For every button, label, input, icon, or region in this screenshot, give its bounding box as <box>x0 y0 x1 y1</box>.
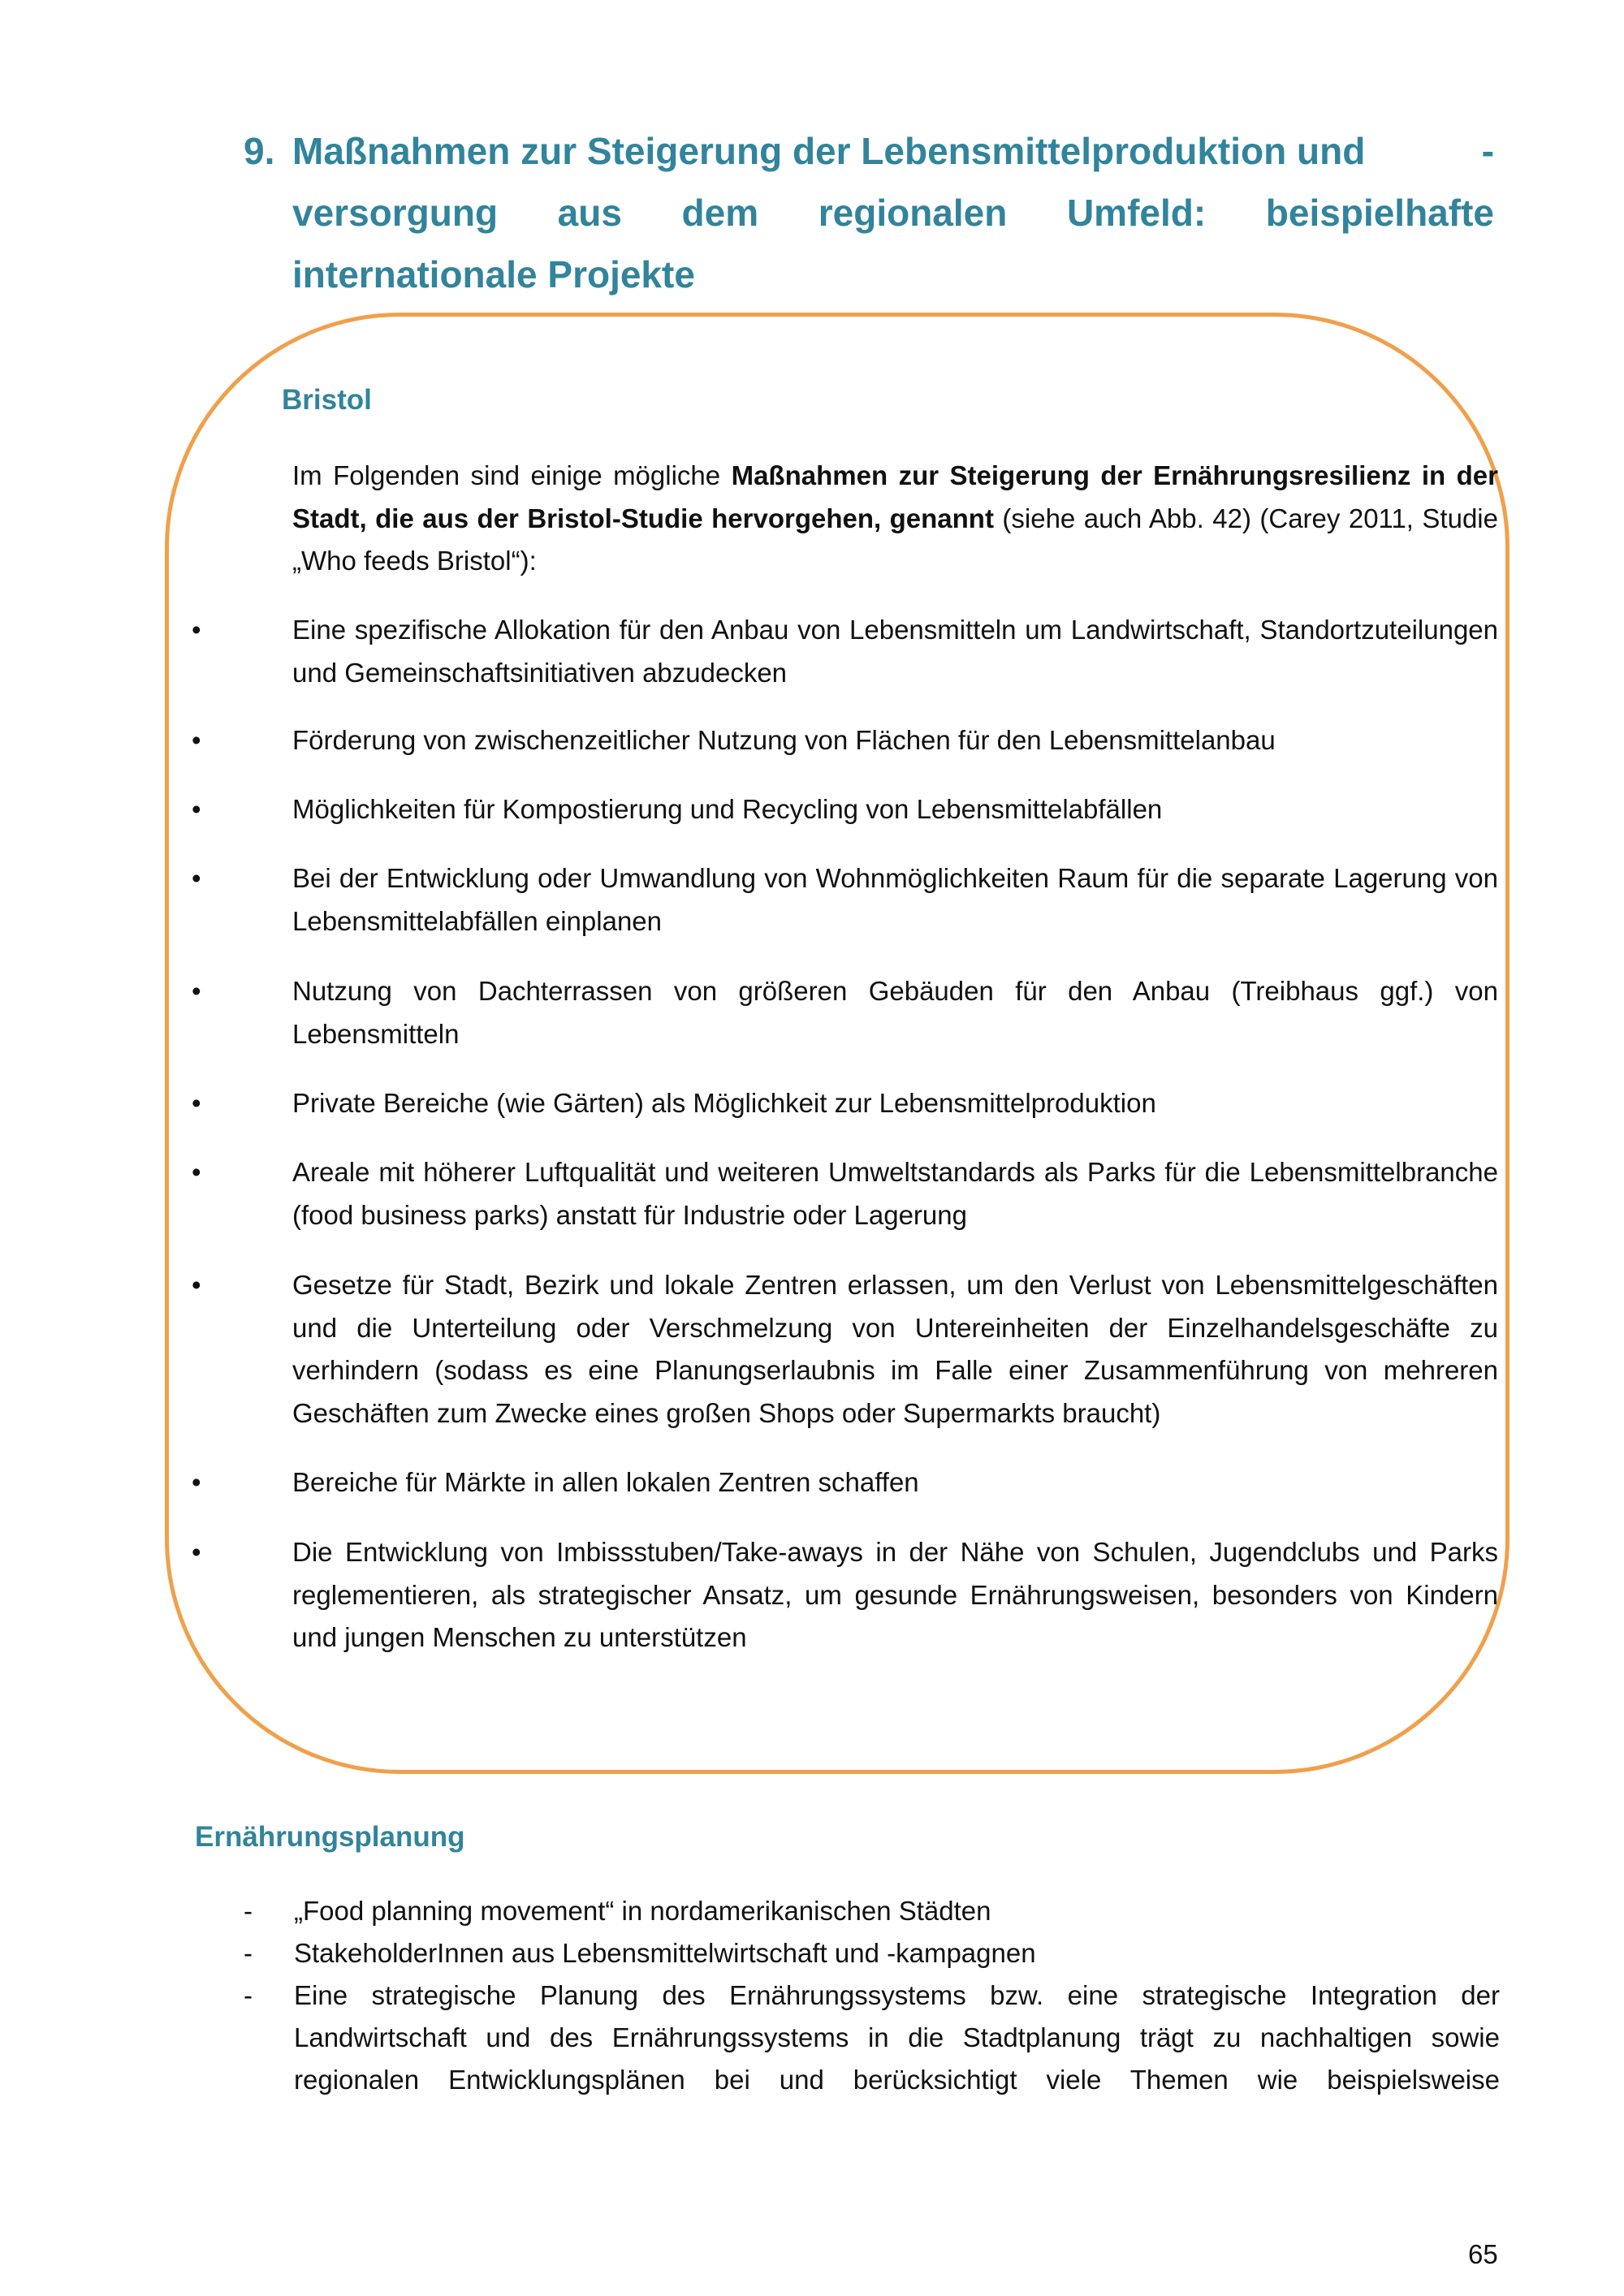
bullet-icon: • <box>192 725 201 755</box>
list-item: Areale mit höherer Luftqualität und weiteren Umweltstandards als Parks für die Lebensmittelbranche (food business parks) anstatt für Industrie oder Lagerung <box>292 1157 1498 1230</box>
bullet-icon: • <box>192 794 201 824</box>
bullet-icon: • <box>192 615 201 645</box>
list-item: Möglichkeiten für Kompostierung und Recycling von Lebensmittelabfällen <box>292 794 1163 824</box>
list-item: „Food planning movement“ in nordamerikanischen Städten <box>294 1896 991 1926</box>
dash-icon: - <box>244 1896 253 1926</box>
bullet-icon: • <box>192 1088 201 1118</box>
intro-text-1: Im Folgenden sind einige mögliche <box>292 460 732 490</box>
list-item: Förderung von zwischenzeitlicher Nutzung von Flächen für den Lebensmittelanbau <box>292 725 1276 755</box>
heading-word: beispielhafte <box>1265 192 1494 234</box>
list-item: Private Bereiche (wie Gärten) als Möglichkeit zur Lebensmittelproduktion <box>292 1088 1156 1118</box>
page-number: 65 <box>1468 2239 1498 2269</box>
intro-text-2: (siehe auch Abb. 42) (Carey 2011, Studie „Who feeds Bristol“): <box>292 503 1498 576</box>
dash-icon: - <box>244 1980 253 2010</box>
heading-word: regionalen <box>818 192 1008 234</box>
heading-word: dem <box>681 192 759 234</box>
list-item: StakeholderInnen aus Lebensmittelwirtschaft und -kampagnen <box>294 1938 1036 1968</box>
heading-line-3: internationale Projekte <box>292 253 695 296</box>
heading-line-1 <box>292 120 1494 182</box>
list-item: Bei der Entwicklung oder Umwandlung von Wohnmöglichkeiten Raum für die separate Lagerung von Lebensmittelabfällen einplanen <box>292 863 1498 936</box>
bullet-icon: • <box>192 1270 201 1300</box>
bullet-icon: • <box>192 976 201 1006</box>
chapter-number: 9. <box>244 130 275 172</box>
heading-line-1-text: Maßnahmen zur Steigerung der Lebensmittelproduktion und <box>292 130 1366 172</box>
bristol-intro <box>292 455 1498 583</box>
bullet-icon: • <box>192 1157 201 1187</box>
heading-hyphen: - <box>1481 130 1494 172</box>
list-item: Bereiche für Märkte in allen lokalen Zentren schaffen <box>292 1467 919 1497</box>
list-item: Gesetze für Stadt, Bezirk und lokale Zentren erlassen, um den Verlust von Lebensmittelgeschäften und die Unterteilung oder Verschmelzung von Untereinheiten der Einzelhandelsgeschäfte zu verhindern (sodass es eine Planungserlaubnis im Falle einer Zusammenführung von mehreren Geschäften zum Zwecke eines großen Shops oder Supermarkts braucht) <box>292 1270 1498 1428</box>
list-item: Eine strategische Planung des Ernährungssystems bzw. eine strategische Integration der Landwirtschaft und des Ernährungssystems in die Stadtplanung trägt zu nachhaltigen sowie regionalen Entwicklungsplänen bei und berücksichtigt viele Themen wie beispielsweise <box>294 1980 1500 2095</box>
bullet-icon: • <box>192 1537 201 1567</box>
intro-bold: Maßnahmen zur Steigerung der Ernährungsresilienz in der Stadt, die aus der Bristol-Studie hervorgehen, genannt <box>292 460 1498 533</box>
bristol-title: Bristol <box>282 384 372 416</box>
bullet-icon: • <box>192 1467 201 1497</box>
bullet-icon: • <box>192 863 201 893</box>
list-item: Eine spezifische Allokation für den Anbau von Lebensmitteln um Landwirtschaft, Standortzuteilungen und Gemeinschaftsinitiativen abzudecken <box>292 615 1498 688</box>
heading-word: versorgung <box>292 192 499 234</box>
heading-line-2 <box>292 182 1494 244</box>
list-item: Nutzung von Dachterrassen von größeren Gebäuden für den Anbau (Treibhaus ggf.) von Lebensmitteln <box>292 976 1498 1049</box>
heading-word: aus <box>557 192 622 234</box>
list-item: Die Entwicklung von Imbissstuben/Take-aways in der Nähe von Schulen, Jugendclubs und Parks reglementieren, als strategischer Ansatz, um gesunde Ernährungsweisen, besonders von Kindern und jungen Menschen zu unterstützen <box>292 1537 1498 1652</box>
heading-word: Umfeld: <box>1066 192 1207 234</box>
dash-icon: - <box>244 1938 253 1968</box>
section-title-ernaehrungsplanung: Ernährungsplanung <box>195 1821 465 1853</box>
